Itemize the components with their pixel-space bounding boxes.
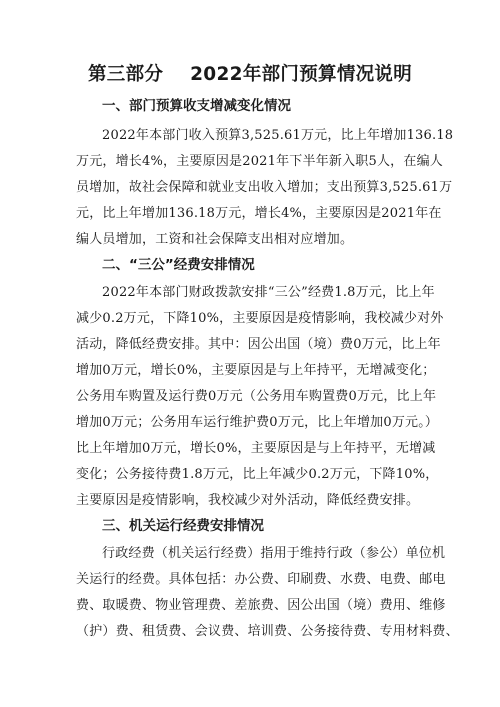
section-heading-1: 一、部门预算收支增减变化情况 [102, 98, 291, 114]
paragraph-line: 比上年增加0万元，增长0%，主要原因是与上年持平，无增减 [76, 441, 436, 456]
paragraph-line: 增加0万元；公务用车运行维护费0万元，比上年增加0万元。） [76, 415, 439, 430]
paragraph-line: 活动，降低经费安排。其中：因公出国（境）费0万元，比上年 [76, 337, 441, 352]
paragraph-line: 公务用车购置及运行费0万元（公务用车购置费0万元，比上年 [76, 389, 437, 404]
paragraph-line: 行政经费（机关运行经费）指用于维持行政（参公）单位机 [102, 546, 446, 561]
paragraph-line: 变化；公务接待费1.8万元，比上年减少0.2万元，下降10%， [76, 467, 439, 482]
paragraph-line: 员增加，故社会保障和就业支出收入增加；支出预算3,525.61万 [76, 180, 453, 195]
page-title: 第三部分 2022年部门预算情况说明 [87, 64, 413, 85]
paragraph-line: 万元，增长4%，主要原因是2021年下半年新入职5人，在编人 [76, 154, 443, 169]
paragraph-line: （护）费、租赁费、会议费、培训费、公务接待费、专用材料费、 [76, 624, 459, 639]
paragraph-line: 关运行的经费。具体包括：办公费、印刷费、水费、电费、邮电 [76, 572, 446, 587]
section-heading-2: 二、“三公”经费安排情况 [102, 257, 255, 273]
paragraph-line: 主要原因是疫情影响，我校减少对外活动，降低经费安排。 [76, 493, 420, 508]
paragraph-line: 费、取暖费、物业管理费、差旅费、因公出国（境）费用、维修 [76, 598, 446, 613]
paragraph-line: 元，比上年增加136.18万元，增长4%，主要原因是2021年在 [76, 206, 442, 221]
paragraph-line: 增加0万元，增长0%，主要原因是与上年持平，无增减变化； [76, 363, 436, 378]
paragraph-line: 2022年本部门财政拨款安排“三公”经费1.8万元，比上年 [102, 285, 435, 300]
paragraph-line: 2022年本部门收入预算3,525.61万元，比上年增加136.18 [102, 128, 454, 143]
section-heading-3: 三、机关运行经费安排情况 [102, 518, 264, 534]
paragraph-line: 减少0.2万元，下降10%，主要原因是疫情影响，我校减少对外 [76, 311, 444, 326]
paragraph-line: 编人员增加，工资和社会保障支出相对应增加。 [76, 232, 354, 247]
